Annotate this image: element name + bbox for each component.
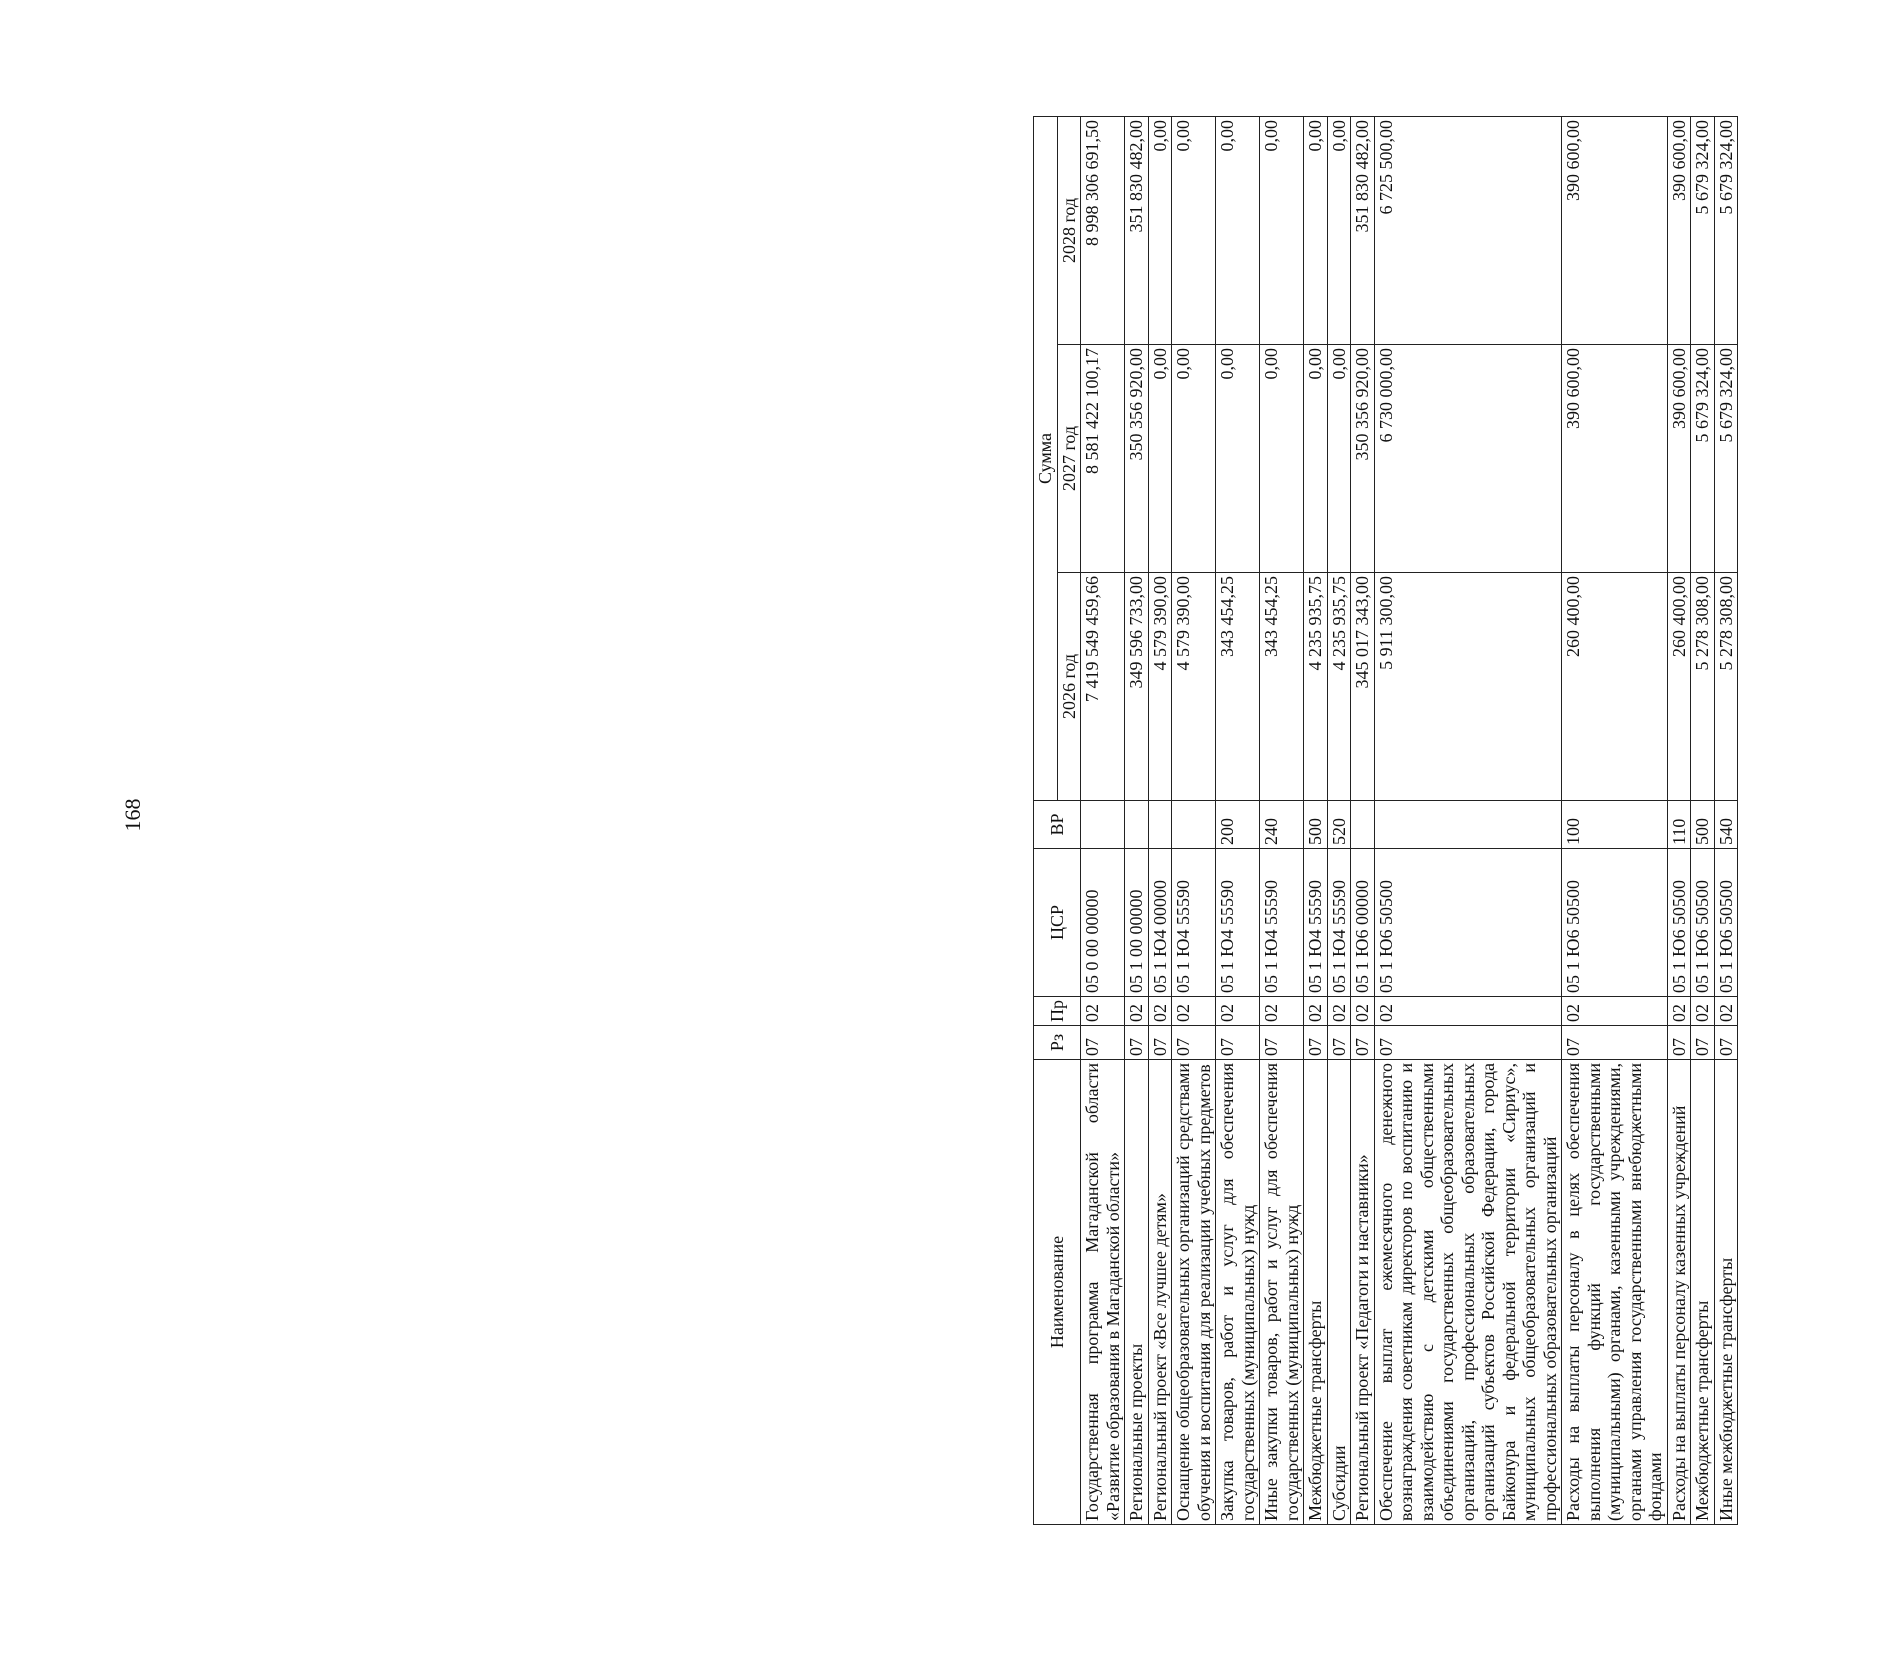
row-amount-2028: 0,00 bbox=[1172, 116, 1216, 344]
row-amount-2027: 390 600,00 bbox=[1667, 345, 1691, 573]
row-amount-2027: 350 356 920,00 bbox=[1125, 345, 1149, 573]
row-amount-2027: 5 679 324,00 bbox=[1691, 345, 1715, 573]
row-amount-2028: 351 830 482,00 bbox=[1125, 116, 1149, 344]
row-amount-2026: 4 579 390,00 bbox=[1172, 573, 1216, 801]
row-rz: 07 bbox=[1327, 1026, 1351, 1060]
header-2028: 2028 год bbox=[1057, 116, 1081, 344]
row-pr: 02 bbox=[1691, 997, 1715, 1026]
row-name: Расходы на выплаты персоналу в целях обеспечения выполнения функций государственными (муниципальными) органами, казенными учреждениями, органами управления государственными внебюджетными фондами bbox=[1562, 1060, 1668, 1525]
row-vr: 110 bbox=[1667, 801, 1691, 849]
row-amount-2027: 0,00 bbox=[1304, 345, 1328, 573]
row-csr: 05 1 Ю4 00000 bbox=[1148, 849, 1172, 997]
row-csr: 05 1 Ю6 50500 bbox=[1374, 849, 1562, 997]
row-name: Межбюджетные трансферты bbox=[1304, 1060, 1328, 1525]
budget-table-container bbox=[1033, 117, 1899, 1525]
row-vr: 100 bbox=[1562, 801, 1668, 849]
row-amount-2027: 0,00 bbox=[1148, 345, 1172, 573]
row-amount-2028: 351 830 482,00 bbox=[1351, 116, 1375, 344]
header-row bbox=[1034, 116, 1058, 1524]
row-amount-2028: 5 679 324,00 bbox=[1714, 116, 1738, 344]
row-amount-2026: 260 400,00 bbox=[1562, 573, 1668, 801]
row-name: Региональный проект «Все лучшее детям» bbox=[1148, 1060, 1172, 1525]
row-csr: 05 1 Ю4 55590 bbox=[1327, 849, 1351, 997]
row-rz: 07 bbox=[1125, 1026, 1149, 1060]
row-amount-2026: 5 278 308,00 bbox=[1714, 573, 1738, 801]
row-amount-2028: 0,00 bbox=[1327, 116, 1351, 344]
row-pr: 02 bbox=[1562, 997, 1668, 1026]
row-amount-2028: 0,00 bbox=[1260, 116, 1304, 344]
row-amount-2027: 350 356 920,00 bbox=[1351, 345, 1375, 573]
row-pr: 02 bbox=[1148, 997, 1172, 1026]
row-amount-2027: 5 679 324,00 bbox=[1714, 345, 1738, 573]
header-csr: ЦСР bbox=[1034, 849, 1081, 997]
row-amount-2027: 390 600,00 bbox=[1562, 345, 1668, 573]
row-amount-2027: 0,00 bbox=[1172, 345, 1216, 573]
row-amount-2026: 343 454,25 bbox=[1216, 573, 1260, 801]
table-row bbox=[1714, 116, 1738, 1524]
row-vr: 520 bbox=[1327, 801, 1351, 849]
row-csr: 05 1 00 00000 bbox=[1125, 849, 1149, 997]
row-vr: 500 bbox=[1304, 801, 1328, 849]
row-rz: 07 bbox=[1667, 1026, 1691, 1060]
row-name: Расходы на выплаты персоналу казенных учреждений bbox=[1667, 1060, 1691, 1525]
row-vr bbox=[1374, 801, 1562, 849]
table-row bbox=[1081, 116, 1125, 1524]
row-amount-2026: 4 235 935,75 bbox=[1327, 573, 1351, 801]
row-rz: 07 bbox=[1081, 1026, 1125, 1060]
row-rz: 07 bbox=[1172, 1026, 1216, 1060]
row-amount-2026: 345 017 343,00 bbox=[1351, 573, 1375, 801]
row-name: Обеспечение выплат ежемесячного денежного вознаграждения советникам директоров по воспитанию и взаимодействию с детскими общественными объединениями государственных общеобразовательных организаций, профессиональных образовательных организаций субъектов Российской Федерации, города Байконура и федеральной территории «Сириус», муниципальных общеобразовательных организаций и профессиональных образовательных организаций bbox=[1374, 1060, 1562, 1525]
row-vr bbox=[1172, 801, 1216, 849]
row-csr: 05 1 Ю6 50500 bbox=[1562, 849, 1668, 997]
table-row bbox=[1667, 116, 1691, 1524]
row-amount-2027: 6 730 000,00 bbox=[1374, 345, 1562, 573]
row-pr: 02 bbox=[1351, 997, 1375, 1026]
row-amount-2028: 390 600,00 bbox=[1667, 116, 1691, 344]
row-amount-2028: 8 998 306 691,50 bbox=[1081, 116, 1125, 344]
row-pr: 02 bbox=[1216, 997, 1260, 1026]
row-vr: 200 bbox=[1216, 801, 1260, 849]
table-row bbox=[1125, 116, 1149, 1524]
row-rz: 07 bbox=[1304, 1026, 1328, 1060]
table-body bbox=[1081, 116, 1738, 1524]
table-row bbox=[1260, 116, 1304, 1524]
row-csr: 05 1 Ю4 55590 bbox=[1216, 849, 1260, 997]
row-amount-2027: 8 581 422 100,17 bbox=[1081, 345, 1125, 573]
table-row bbox=[1691, 116, 1715, 1524]
row-pr: 02 bbox=[1260, 997, 1304, 1026]
row-csr: 05 1 Ю6 50500 bbox=[1714, 849, 1738, 997]
table-row bbox=[1172, 116, 1216, 1524]
row-amount-2027: 0,00 bbox=[1260, 345, 1304, 573]
table-row bbox=[1562, 116, 1668, 1524]
header-sum: Сумма bbox=[1034, 116, 1058, 800]
row-rz: 07 bbox=[1374, 1026, 1562, 1060]
row-amount-2026: 4 235 935,75 bbox=[1304, 573, 1328, 801]
table-row bbox=[1327, 116, 1351, 1524]
header-2026: 2026 год bbox=[1057, 573, 1081, 801]
row-rz: 07 bbox=[1148, 1026, 1172, 1060]
row-csr: 05 1 Ю6 00000 bbox=[1351, 849, 1375, 997]
row-rz: 07 bbox=[1562, 1026, 1668, 1060]
row-pr: 02 bbox=[1081, 997, 1125, 1026]
row-name: Государственная программа Магаданской области «Развитие образования в Магаданской области» bbox=[1081, 1060, 1125, 1525]
row-vr bbox=[1125, 801, 1149, 849]
page-number: 168 bbox=[120, 798, 145, 832]
row-amount-2026: 4 579 390,00 bbox=[1148, 573, 1172, 801]
row-amount-2026: 343 454,25 bbox=[1260, 573, 1304, 801]
row-name: Оснащение общеобразовательных организаций средствами обучения и воспитания для реализации учебных предметов bbox=[1172, 1060, 1216, 1525]
row-amount-2028: 6 725 500,00 bbox=[1374, 116, 1562, 344]
row-pr: 02 bbox=[1172, 997, 1216, 1026]
row-rz: 07 bbox=[1691, 1026, 1715, 1060]
row-csr: 05 1 Ю6 50500 bbox=[1667, 849, 1691, 997]
row-vr bbox=[1148, 801, 1172, 849]
header-pr: Пр bbox=[1034, 997, 1081, 1026]
row-name: Закупка товаров, работ и услуг для обеспечения государственных (муниципальных) нужд bbox=[1216, 1060, 1260, 1525]
row-name: Субсидии bbox=[1327, 1060, 1351, 1525]
row-csr: 05 1 Ю4 55590 bbox=[1304, 849, 1328, 997]
row-vr: 540 bbox=[1714, 801, 1738, 849]
row-vr bbox=[1351, 801, 1375, 849]
row-rz: 07 bbox=[1216, 1026, 1260, 1060]
row-vr bbox=[1081, 801, 1125, 849]
row-pr: 02 bbox=[1667, 997, 1691, 1026]
header-vr: ВР bbox=[1034, 801, 1081, 849]
table-row bbox=[1304, 116, 1328, 1524]
row-amount-2028: 0,00 bbox=[1216, 116, 1260, 344]
row-rz: 07 bbox=[1351, 1026, 1375, 1060]
row-amount-2028: 390 600,00 bbox=[1562, 116, 1668, 344]
header-2027: 2027 год bbox=[1057, 345, 1081, 573]
row-pr: 02 bbox=[1714, 997, 1738, 1026]
row-name: Региональный проект «Педагоги и наставники» bbox=[1351, 1060, 1375, 1525]
row-csr: 05 0 00 00000 bbox=[1081, 849, 1125, 997]
row-amount-2026: 349 596 733,00 bbox=[1125, 573, 1149, 801]
row-amount-2028: 0,00 bbox=[1304, 116, 1328, 344]
row-amount-2027: 0,00 bbox=[1327, 345, 1351, 573]
budget-table bbox=[1033, 116, 1738, 1525]
row-pr: 02 bbox=[1304, 997, 1328, 1026]
row-csr: 05 1 Ю4 55590 bbox=[1172, 849, 1216, 997]
table-row bbox=[1351, 116, 1375, 1524]
row-csr: 05 1 Ю4 55590 bbox=[1260, 849, 1304, 997]
row-amount-2027: 0,00 bbox=[1216, 345, 1260, 573]
row-amount-2026: 260 400,00 bbox=[1667, 573, 1691, 801]
row-name: Иные закупки товаров, работ и услуг для обеспечения государственных (муниципальных) нужд bbox=[1260, 1060, 1304, 1525]
row-amount-2026: 5 278 308,00 bbox=[1691, 573, 1715, 801]
row-amount-2026: 5 911 300,00 bbox=[1374, 573, 1562, 801]
table-row bbox=[1374, 116, 1562, 1524]
row-vr: 500 bbox=[1691, 801, 1715, 849]
row-pr: 02 bbox=[1125, 997, 1149, 1026]
header-rz: Рз bbox=[1034, 1026, 1081, 1060]
row-csr: 05 1 Ю6 50500 bbox=[1691, 849, 1715, 997]
row-amount-2028: 5 679 324,00 bbox=[1691, 116, 1715, 344]
row-rz: 07 bbox=[1714, 1026, 1738, 1060]
row-rz: 07 bbox=[1260, 1026, 1304, 1060]
row-amount-2026: 7 419 549 459,66 bbox=[1081, 573, 1125, 801]
row-pr: 02 bbox=[1327, 997, 1351, 1026]
row-pr: 02 bbox=[1374, 997, 1562, 1026]
row-name: Иные межбюджетные трансферты bbox=[1714, 1060, 1738, 1525]
row-name: Межбюджетные трансферты bbox=[1691, 1060, 1715, 1525]
table-row bbox=[1216, 116, 1260, 1524]
row-name: Региональные проекты bbox=[1125, 1060, 1149, 1525]
row-vr: 240 bbox=[1260, 801, 1304, 849]
table-row bbox=[1148, 116, 1172, 1524]
header-name: Наименование bbox=[1034, 1060, 1081, 1525]
row-amount-2028: 0,00 bbox=[1148, 116, 1172, 344]
